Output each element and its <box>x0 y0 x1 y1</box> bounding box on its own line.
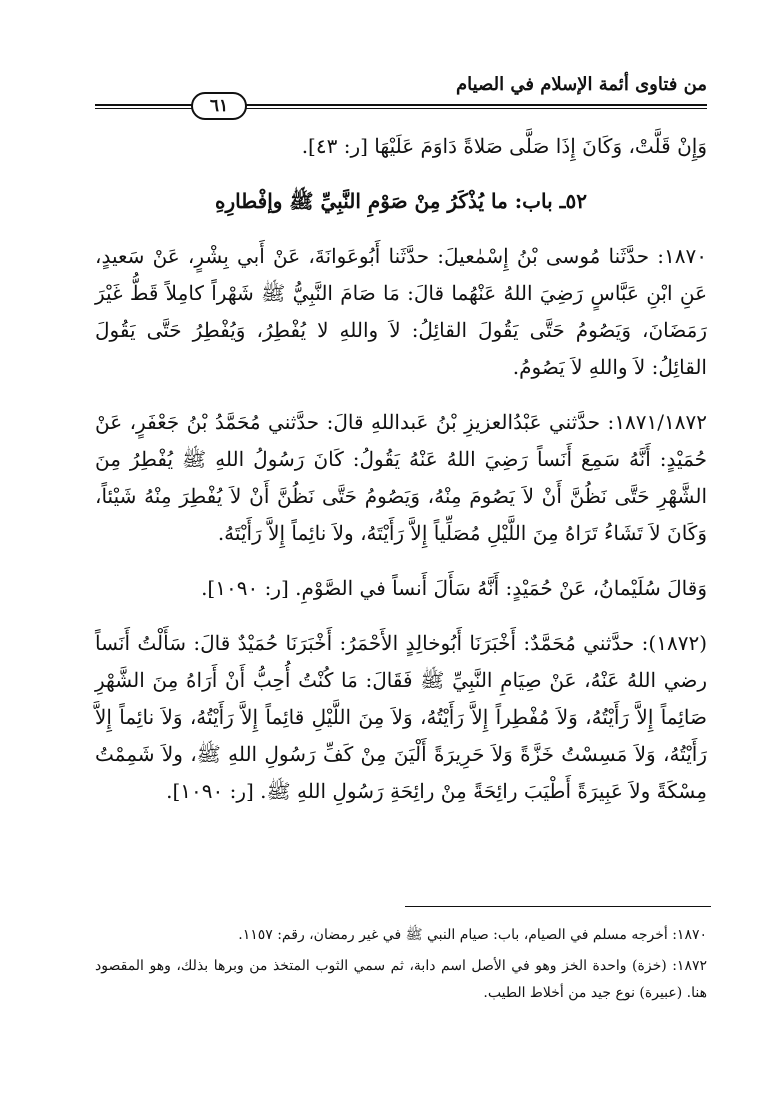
footnote-rule <box>405 906 711 907</box>
page-number: ٦١ <box>191 92 247 120</box>
header-title: من فتاوى أئمة الإسلام في الصيام <box>455 74 707 95</box>
hadith-1871: ١٨٧١/١٨٧٢: حدَّثني عَبْدُالعزيزِ بْنُ عَبداللهِ قالَ: حدَّثني مُحَمَّدُ بْنُ جَعْفَرٍ، عَنْ حُمَيْدٍ: أَنَّهُ سَمِعَ أَنَساً رَضِيَ اللهُ عَنْهُ يَقُولُ: كَانَ رَسُولُ اللهِ ﷺ يُفْطِرُ مِنَ الشَّهْرِ حَتَّى نَظُنَّ أَنْ لاَ يَصُومَ مِنْهُ، وَيَصُومُ حَتَّى نَظُنَّ أَنْ لاَ يُفْطِرَ مِنْهُ شَيْئاً، وَكَانَ لاَ تَشَاءُ تَرَاهُ مِنَ اللَّيْلِ مُصَلِّياً إِلاَّ رَأَيْتَهُ، ولاَ نائِماً إِلاَّ رَأَيْتَهُ. <box>95 410 707 545</box>
chapter-heading: ٥٢ـ باب: ما يُذْكَرُ مِنْ صَوْمِ النَّبِيِّ ﷺ وإفْطارِهِ <box>215 189 587 213</box>
sulayman-line: وَقالَ سُلَيْمانُ، عَنْ حُمَيْدٍ: أَنَّهُ سَأَلَ أَنساً في الصَّوْمِ. [ر: ١٠٩٠]. <box>201 576 707 600</box>
intro-line: وَإِنْ قَلَّتْ، وَكَانَ إِذَا صَلَّى صَلاةً دَاوَمَ عَلَيْهَا [ر: ٤٣]. <box>301 134 707 158</box>
footnote-1872: ١٨٧٢: (خزة) واحدة الخز وهو في الأصل اسم دابة، ثم سمي الثوب المتخذ من وبرها بذلك، وهو المقصود هنا. (عبيرة) نوع جيد من أخلاط الطيب. <box>95 958 707 1001</box>
running-header <box>95 70 707 116</box>
footnotes <box>95 922 707 1011</box>
main-text <box>95 128 707 828</box>
footnote-1870: ١٨٧٠: أخرجه مسلم في الصيام، باب: صيام النبي ﷺ في غير رمضان، رقم: ١١٥٧. <box>238 927 707 943</box>
header-rule <box>95 104 707 109</box>
hadith-1870: ١٨٧٠: حدَّثَنا مُوسى بْنُ إِسْمٰعيلَ: حدَّثَنا أَبُوعَوانَةَ، عَنْ أَبي بِشْرٍ، عَنْ سَعيدٍ، عَنِ ابْنِ عَبَّاسٍ رَضِيَ اللهُ عَنْهُما قالَ: مَا صَامَ النَّبِيُّ ﷺ شَهْراً كامِلاً قَطُّ غَيْرَ رَمَضَانَ، وَيَصُومُ حَتَّى يَقُولَ القائِلُ: لاَ واللهِ لا يُفْطِرُ، وَيُفْطِرُ حَتَّى يَقُولَ القائِلُ: لاَ واللهِ لاَ يَصُومُ. <box>95 244 707 379</box>
hadith-1872: (١٨٧٢): حدَّثني مُحَمَّدٌ: أَخْبَرَنَا أَبُوخالِدٍ الأَحْمَرُ: أَخْبَرَنَا حُمَيْدٌ قالَ: سَأَلْتُ أَنَساً رضي اللهُ عَنْهُ، عَنْ صِيَامِ النَّبِيِّ ﷺ فَقَالَ: مَا كُنْتُ أُحِبُّ أَنْ أَرَاهُ مِنَ الشَّهْرِ صَائِماً إِلاَّ رَأَيْتُهُ، وَلاَ مُفْطِراً إِلاَّ رَأَيْتُهُ، وَلاَ مِنَ اللَّيْلِ قائِماً إِلاَّ رَأَيْتُهُ، وَلاَ نائِماً إِلاَّ رَأَيْتُهُ، وَلاَ مَسِسْتُ خَزَّةً وَلاَ حَرِيرَةً أَلْيَنَ مِنْ كَفِّ رَسُولِ اللهِ ﷺ، ولاَ شَمِمْتُ مِسْكَةً ولاَ عَبِيرَةً أَطْيَبَ رائِحَةً مِنْ رائِحَةِ رَسُولِ اللهِ ﷺ. [ر: ١٠٩٠]. <box>95 631 707 803</box>
